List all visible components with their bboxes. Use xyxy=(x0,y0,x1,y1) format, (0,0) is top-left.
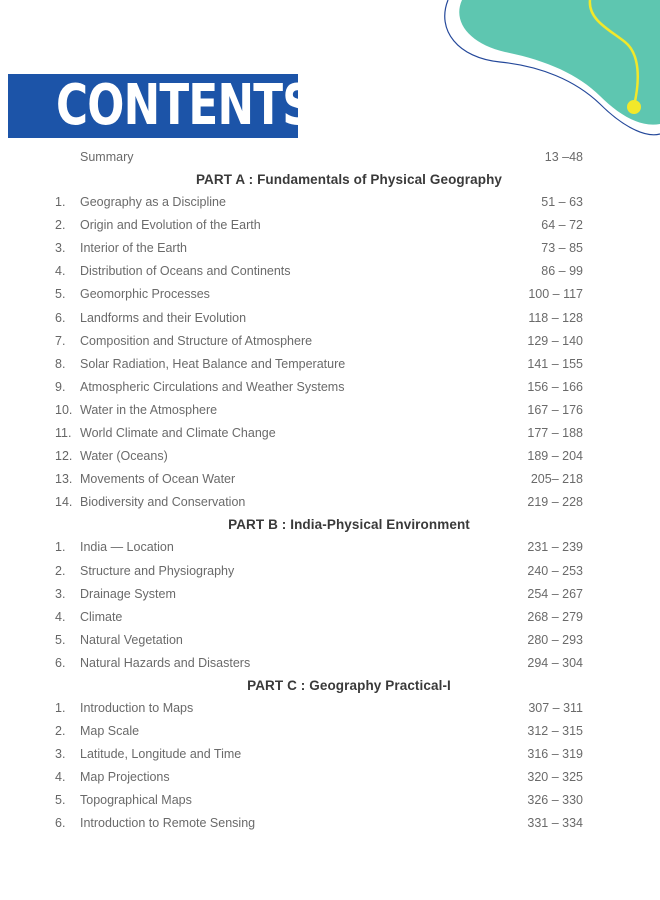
chapter-title: Natural Vegetation xyxy=(80,632,183,647)
toc-row[interactable] xyxy=(0,307,660,330)
chapter-title: India — Location xyxy=(80,540,174,555)
toc-row[interactable] xyxy=(0,789,660,812)
toc-row[interactable] xyxy=(0,560,660,583)
toc-row[interactable] xyxy=(0,468,660,491)
chapter-number: 1. xyxy=(55,540,66,555)
chapter-pages: 205– 218 xyxy=(530,472,583,487)
chapter-pages: 307 – 311 xyxy=(528,700,583,715)
chapter-number: 3. xyxy=(55,241,66,256)
chapter-title: Water in the Atmosphere xyxy=(80,402,218,417)
toc-row[interactable] xyxy=(0,214,660,237)
chapter-title: Movements of Ocean Water xyxy=(80,472,236,487)
chapter-number: 2. xyxy=(55,218,66,233)
chapter-title: Biodiversity and Conservation xyxy=(80,495,246,510)
toc-row[interactable] xyxy=(0,583,660,606)
toc-row[interactable] xyxy=(0,445,660,468)
chapter-number: 1. xyxy=(55,195,66,210)
chapter-pages: 312 – 315 xyxy=(527,724,583,739)
chapter-title: Climate xyxy=(80,609,123,624)
toc-row[interactable] xyxy=(0,260,660,283)
chapter-title: Latitude, Longitude and Time xyxy=(80,747,242,762)
chapter-pages: 240 – 253 xyxy=(527,563,583,578)
toc-row[interactable] xyxy=(0,330,660,353)
chapter-number: 13. xyxy=(55,472,73,487)
chapter-pages: 280 – 293 xyxy=(527,632,583,647)
chapter-pages: 100 – 117 xyxy=(528,287,583,302)
chapter-pages: 326 – 330 xyxy=(527,793,583,808)
part-b-heading: PART B : India-Physical Environment xyxy=(228,517,470,533)
chapter-title: Interior of the Earth xyxy=(80,241,188,256)
chapter-title: Drainage System xyxy=(80,586,176,601)
chapter-title: Solar Radiation, Heat Balance and Temperature xyxy=(80,356,346,371)
chapter-title: Geomorphic Processes xyxy=(80,287,210,302)
toc-row[interactable] xyxy=(0,376,660,399)
chapter-number: 8. xyxy=(55,356,66,371)
yellow-curve xyxy=(590,0,638,106)
chapter-pages: 51 – 63 xyxy=(541,195,583,210)
yellow-dot xyxy=(627,100,641,114)
chapter-number: 2. xyxy=(55,563,66,578)
toc-row[interactable] xyxy=(0,606,660,629)
chapter-number: 6. xyxy=(55,310,66,325)
toc-row[interactable] xyxy=(0,743,660,766)
chapter-pages: 231 – 239 xyxy=(527,540,583,555)
toc-row[interactable] xyxy=(0,399,660,422)
chapter-number: 5. xyxy=(55,287,66,302)
toc-row[interactable] xyxy=(0,191,660,214)
chapter-number: 3. xyxy=(55,747,66,762)
chapter-pages: 86 – 99 xyxy=(541,264,583,279)
summary-pages: 13 –48 xyxy=(544,150,583,164)
chapter-title: Atmospheric Circulations and Weather Systems xyxy=(80,379,345,394)
toc-row[interactable] xyxy=(0,237,660,260)
chapter-pages: 189 – 204 xyxy=(527,449,583,464)
chapter-pages: 177 – 188 xyxy=(527,426,583,441)
summary-label: Summary xyxy=(80,150,134,164)
chapter-number: 4. xyxy=(55,264,66,279)
chapter-number: 5. xyxy=(55,632,66,647)
chapter-title: Map Scale xyxy=(80,724,140,739)
chapter-number: 10. xyxy=(55,402,73,417)
chapter-pages: 219 – 228 xyxy=(527,495,583,510)
toc-row[interactable] xyxy=(0,697,660,720)
toc-row[interactable] xyxy=(0,353,660,376)
toc-row[interactable] xyxy=(0,283,660,306)
chapter-pages: 294 – 304 xyxy=(527,655,583,670)
page-title: CONTENTS xyxy=(56,73,313,138)
chapter-pages: 129 – 140 xyxy=(527,333,583,348)
chapter-pages: 64 – 72 xyxy=(541,218,583,233)
chapter-pages: 118 – 128 xyxy=(528,310,583,325)
chapter-pages: 254 – 267 xyxy=(527,586,583,601)
toc-row[interactable] xyxy=(0,422,660,445)
part-a-heading: PART A : Fundamentals of Physical Geography xyxy=(195,172,503,188)
chapter-title: World Climate and Climate Change xyxy=(80,426,276,441)
chapter-number: 11. xyxy=(55,426,72,441)
chapter-number: 7. xyxy=(55,333,66,348)
chapter-number: 4. xyxy=(55,609,66,624)
toc-row[interactable] xyxy=(0,652,660,675)
toc-row[interactable] xyxy=(0,536,660,559)
chapter-title: Composition and Structure of Atmosphere xyxy=(80,333,313,348)
chapter-title: Introduction to Maps xyxy=(80,700,194,715)
table-of-contents xyxy=(0,146,660,836)
chapter-title: Structure and Physiography xyxy=(80,563,235,578)
chapter-number: 2. xyxy=(55,724,66,739)
chapter-number: 4. xyxy=(55,770,66,785)
chapter-title: Introduction to Remote Sensing xyxy=(80,816,256,831)
chapter-number: 12. xyxy=(55,449,73,464)
chapter-title: Water (Oceans) xyxy=(80,449,168,464)
chapter-title: Origin and Evolution of the Earth xyxy=(80,218,261,233)
chapter-title: Map Projections xyxy=(80,770,170,785)
chapter-number: 3. xyxy=(55,586,66,601)
chapter-pages: 331 – 334 xyxy=(527,816,583,831)
chapter-number: 5. xyxy=(55,793,66,808)
chapter-title: Landforms and their Evolution xyxy=(80,310,247,325)
chapter-pages: 268 – 279 xyxy=(527,609,583,624)
chapter-number: 6. xyxy=(55,655,66,670)
chapter-title: Natural Hazards and Disasters xyxy=(80,655,251,670)
chapter-number: 6. xyxy=(55,816,66,831)
chapter-pages: 320 – 325 xyxy=(527,770,583,785)
toc-row[interactable] xyxy=(0,812,660,835)
toc-row[interactable] xyxy=(0,766,660,789)
toc-row[interactable] xyxy=(0,629,660,652)
chapter-title: Geography as a Discipline xyxy=(80,195,226,210)
chapter-title: Distribution of Oceans and Continents xyxy=(80,264,291,279)
teal-wave-shape xyxy=(459,0,660,125)
chapter-number: 1. xyxy=(55,700,66,715)
chapter-number: 9. xyxy=(55,379,66,394)
summary-row[interactable] xyxy=(0,146,660,169)
thin-blue-curve xyxy=(445,0,660,135)
chapter-pages: 73 – 85 xyxy=(541,241,583,256)
chapter-number: 14. xyxy=(55,495,73,510)
toc-row[interactable] xyxy=(0,720,660,743)
chapter-title: Topographical Maps xyxy=(80,793,192,808)
toc-row[interactable] xyxy=(0,491,660,514)
part-c-heading: PART C : Geography Practical-I xyxy=(247,677,451,693)
chapter-pages: 167 – 176 xyxy=(527,402,583,417)
chapter-pages: 156 – 166 xyxy=(527,379,583,394)
chapter-pages: 316 – 319 xyxy=(527,747,583,762)
chapter-pages: 141 – 155 xyxy=(527,356,583,371)
